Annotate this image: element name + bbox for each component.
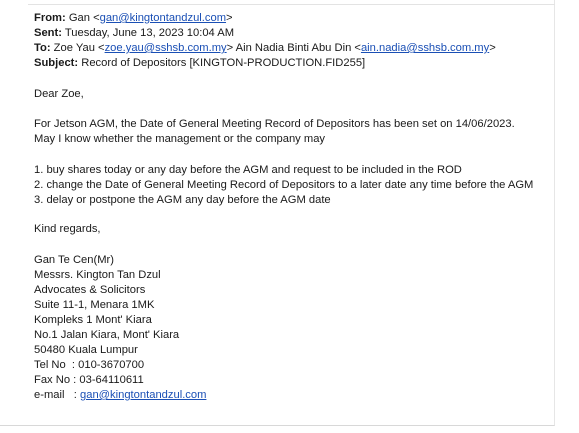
subject-row bbox=[34, 56, 365, 70]
signature-email-label: e-mail : bbox=[34, 389, 81, 401]
greeting: Dear Zoe, bbox=[34, 88, 84, 100]
signature-address-4: 50480 Kuala Lumpur bbox=[34, 344, 138, 356]
signature-title: Advocates & Solicitors bbox=[34, 284, 146, 296]
to-email-link-2[interactable]: ain.nadia@sshsb.com.my bbox=[360, 42, 490, 54]
from-row bbox=[34, 11, 233, 25]
to-row bbox=[34, 41, 496, 55]
signature-fax: Fax No : 03-64110611 bbox=[34, 374, 144, 386]
header-divider bbox=[28, 4, 555, 5]
option-item-2: 2. change the Date of General Meeting Record of Depositors to a later date any time before the AGM bbox=[34, 179, 534, 191]
signature-address-3: No.1 Jalan Kiara, Mont' Kiara bbox=[34, 329, 180, 341]
sent-value: Tuesday, June 13, 2023 10:04 AM bbox=[64, 27, 235, 39]
signature-address-1: Suite 11-1, Menara 1MK bbox=[34, 299, 155, 311]
subject-value: Record of Depositors [KINGTON-PRODUCTION.FID255] bbox=[81, 57, 366, 69]
sent-label: Sent: bbox=[34, 27, 62, 39]
subject-label: Subject: bbox=[34, 57, 79, 69]
signature-email-link[interactable]: gan@kingtontandzul.com bbox=[80, 389, 207, 401]
to-name-1: Zoe Yau < bbox=[53, 42, 105, 54]
from-label: From: bbox=[34, 12, 66, 24]
from-close: > bbox=[226, 12, 233, 24]
option-item-1: 1. buy shares today or any day before the AGM and request to be included in the ROD bbox=[34, 164, 462, 176]
signature-firm: Messrs. Kington Tan Dzul bbox=[34, 269, 161, 281]
to-separator: > Ain Nadia Binti Abu Din < bbox=[226, 42, 361, 54]
body-paragraph-line-1: For Jetson AGM, the Date of General Meeting Record of Depositors has been set on 14/06/2023. bbox=[34, 118, 515, 130]
to-email-link-1[interactable]: zoe.yau@sshsb.com.my bbox=[104, 42, 227, 54]
closing: Kind regards, bbox=[34, 223, 101, 235]
signature-tel: Tel No : 010-3670700 bbox=[34, 359, 145, 371]
to-label: To: bbox=[34, 42, 51, 54]
body-paragraph-line-2: May I know whether the management or the company may bbox=[34, 133, 326, 145]
from-name: Gan < bbox=[68, 12, 100, 24]
sent-row bbox=[34, 26, 234, 40]
from-email-link[interactable]: gan@kingtontandzul.com bbox=[99, 12, 227, 24]
signature-email-row bbox=[34, 388, 206, 402]
option-item-3: 3. delay or postpone the AGM any day before the AGM date bbox=[34, 194, 331, 206]
to-close: > bbox=[489, 42, 496, 54]
signature-name: Gan Te Cen(Mr) bbox=[34, 254, 114, 266]
signature-address-2: Kompleks 1 Mont' Kiara bbox=[34, 314, 152, 326]
